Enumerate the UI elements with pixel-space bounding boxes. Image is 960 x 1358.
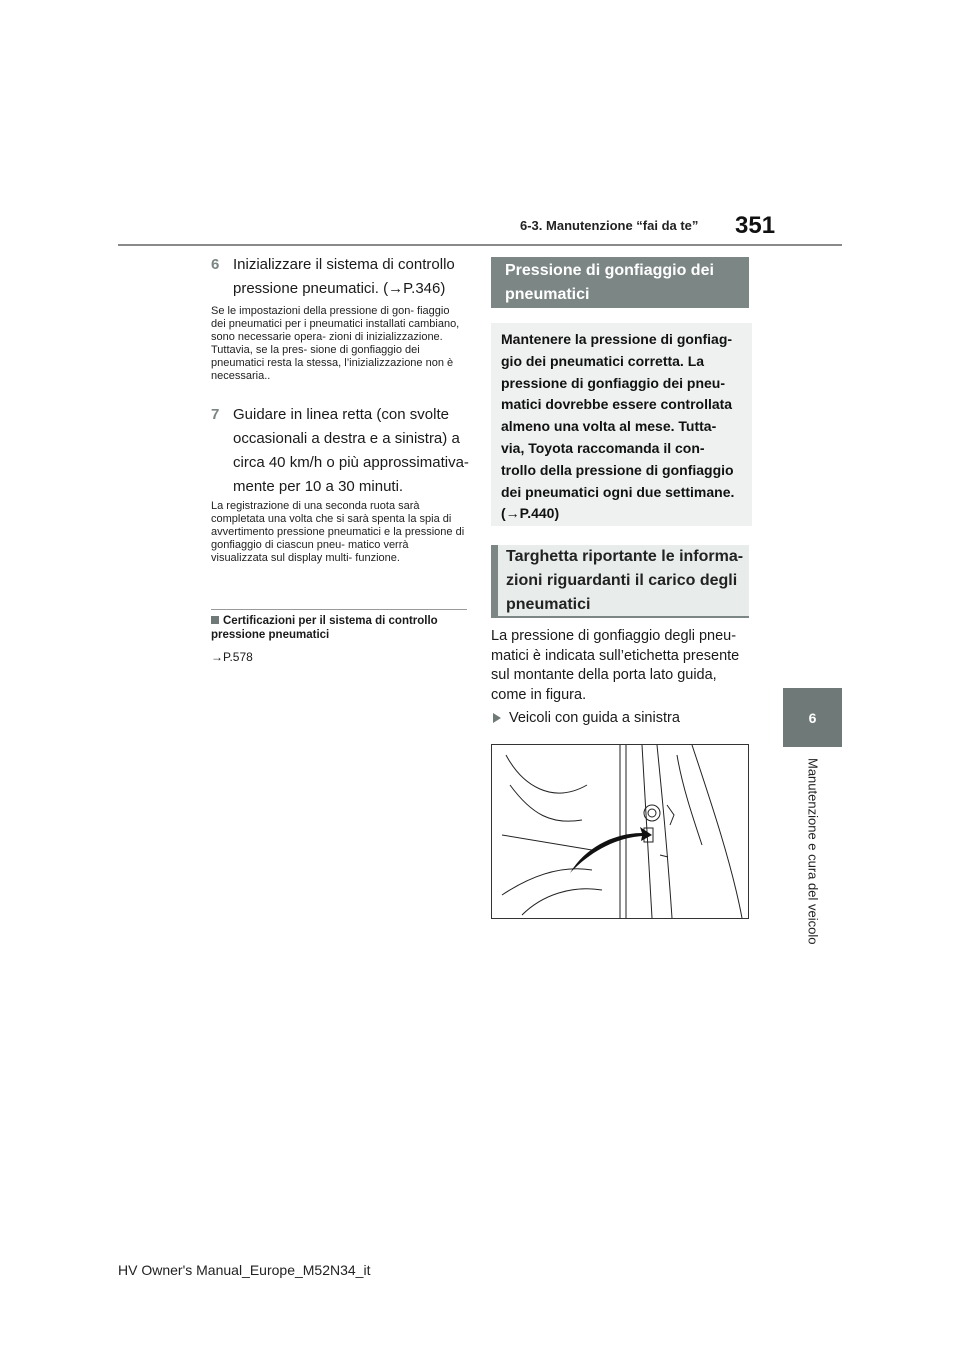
label-location-paragraph: La pressione di gonfiaggio degli pneu- matici è indicata sull’etichetta presente sul montante della porta lato guida, come in figura. <box>491 628 740 703</box>
load-label-heading-text: Targhetta riportante le informa- zioni riguardanti il carico degli pneumatici <box>506 547 744 613</box>
triangle-bullet-icon <box>493 713 501 723</box>
lhd-bullet <box>491 710 680 726</box>
pressure-heading <box>491 257 749 308</box>
step-7 <box>211 403 471 499</box>
footer-manual-id: HV Owner's Manual_Europe_M52N34_it <box>118 1262 371 1278</box>
step-text: Guidare in linea retta (con svolte occasionali a destra e a sinistra) a circa 40 km/h o più approssimativa- mente per 10 a 30 minuti. <box>233 406 469 495</box>
certification-divider <box>211 609 467 610</box>
step-number: 7 <box>211 406 220 423</box>
chapter-title-vertical <box>763 758 863 958</box>
pressure-heading-text: Pressione di gonfiaggio dei pneumatici <box>505 261 714 303</box>
page-number: 351 <box>735 212 776 239</box>
load-label-heading <box>491 545 749 616</box>
certification-heading <box>211 614 467 642</box>
step-number: 6 <box>211 256 220 273</box>
certification-heading-text: Certificazioni per il sistema di controllo pressione pneumatici <box>211 615 438 641</box>
lhd-bullet-text: Veicoli con guida a sinistra <box>509 710 680 726</box>
section-title: 6-3. Manutenzione “fai da te” <box>520 218 699 233</box>
certification-page-reference[interactable]: →P.578 <box>211 650 253 664</box>
square-bullet-icon <box>211 616 219 624</box>
step-7-note: La registrazione di una seconda ruota sarà completata una volta che si sarà spenta la spia di avvertimento pressione pneumatici e la pressione di gonfiaggio di ciascun pneu- matico verrà visualizzata sul display multi- funzione. <box>211 500 465 564</box>
step-text: Inizializzare il sistema di controllo pressione pneumatici. (→P.346) <box>233 256 455 297</box>
chapter-title-text: Manutenzione e cura del veicolo <box>805 758 821 945</box>
chapter-tab[interactable]: 6 <box>783 688 842 747</box>
door-pillar-illustration <box>491 744 749 919</box>
step-6 <box>211 253 471 301</box>
door-pillar-drawing <box>492 745 748 918</box>
pressure-info-box: Mantenere la pressione di gonfiag- gio dei pneumatici corretta. La pressione di gonfiaggio dei pneu- matici dovrebbe essere controllata almeno una volta al mese. Tutta- via, Toyota raccomanda il con- trollo della pressione di gonfiaggio dei pneumatici ogni due settimane. (→P.440) <box>491 323 752 526</box>
load-label-divider <box>491 616 749 618</box>
header-divider <box>118 244 842 246</box>
step-6-note: Se le impostazioni della pressione di gon- fiaggio dei pneumatici per i pneumatici installati cambiano, sono necessarie opera- zioni di inizializzazione. Tuttavia, se la pres- sione di gonfiaggio dei pneumatici resta la stessa, l’inizializzazione non è necessaria.. <box>211 305 460 382</box>
